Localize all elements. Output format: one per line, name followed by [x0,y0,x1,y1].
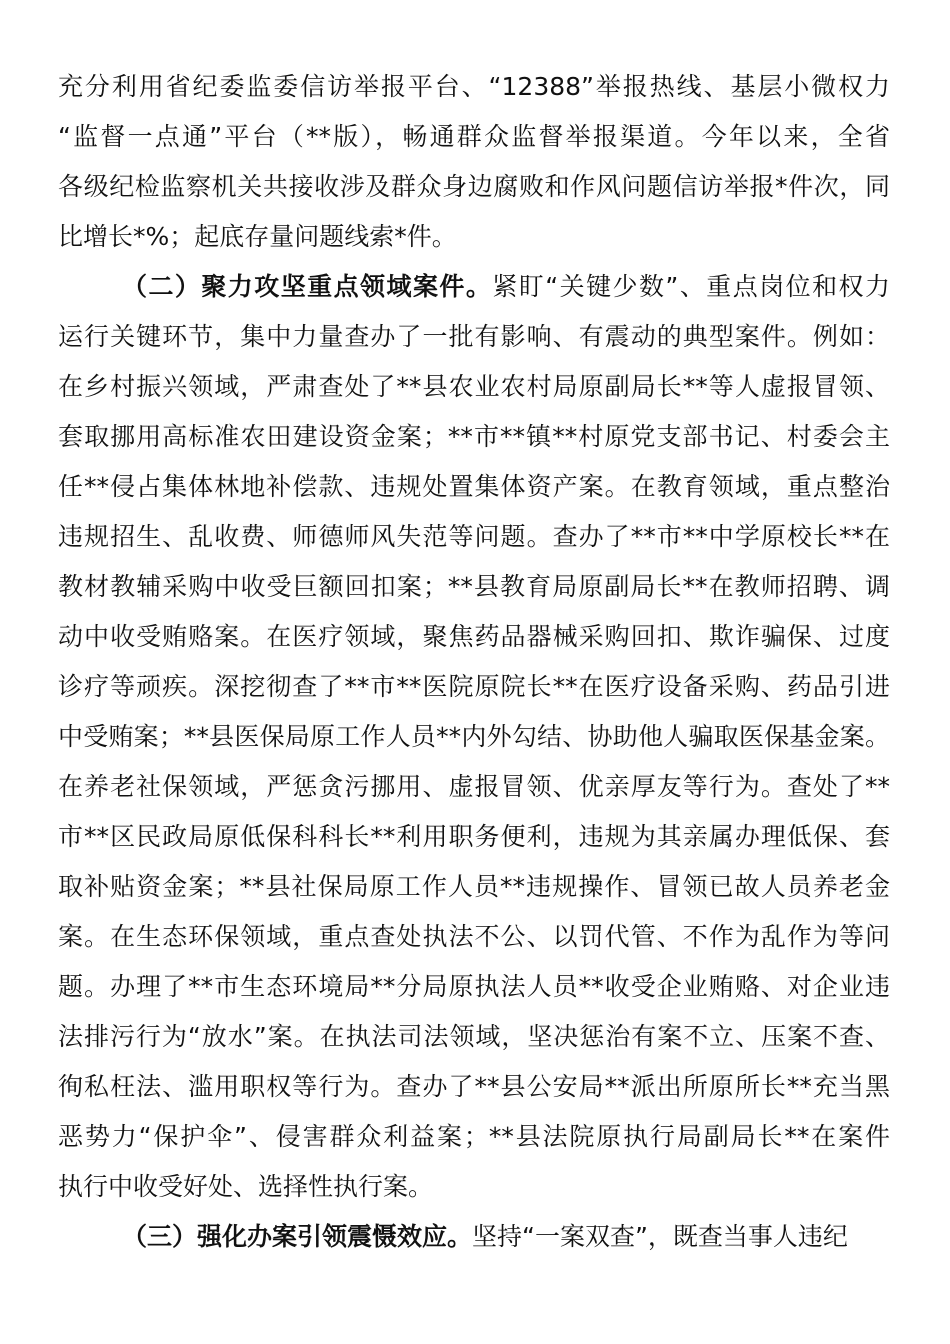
text-line: 案。在生态环保领域，重点查处执法不公、以罚代管、不作为乱作为等问 [58,922,890,951]
paragraph-first-line [58,1212,890,1262]
text-line: 动中收受贿赂案。在医疗领域，聚焦药品器械采购回扣、欺诈骗保、过度 [58,622,890,651]
text-line: 充分利用省纪委监委信访举报平台、“12388”举报热线、基层小微权力 [58,72,890,101]
section-heading: （二）聚力攻坚重点领域案件。 [122,272,493,301]
text-line: 违规招生、乱收费、师德师风失范等问题。查办了**市**中学原校长**在 [58,522,890,551]
section-heading: （三）强化办案引领震慑效应。 [122,1222,473,1251]
text-line: 执行中收受好处、选择性执行案。 [58,1172,434,1201]
text-line: 恶势力“保护伞”、侵害群众利益案；**县法院原执行局副局长**在案件 [58,1122,890,1151]
text-line: 任**侵占集体林地补偿款、违规处置集体资产案。在教育领域，重点整治 [58,472,890,501]
text-line: 在乡村振兴领域，严肃查处了**县农业农村局原副局长**等人虚报冒领、 [58,372,890,401]
text-line: 运行关键环节，集中力量查办了一批有影响、有震动的典型案件。例如： [58,322,890,351]
text-line: 在养老社保领域，严惩贪污挪用、虚报冒领、优亲厚友等行为。查处了** [58,772,890,801]
text-line: 各级纪检监察机关共接收涉及群众身边腐败和作风问题信访举报*件次，同 [58,172,890,201]
text-line: 题。办理了**市生态环境局**分局原执法人员**收受企业贿赂、对企业违 [58,972,890,1001]
text-line: 取补贴资金案；**县社保局原工作人员**违规操作、冒领已故人员养老金 [58,872,890,901]
text-line: 法排污行为“放水”案。在执法司法领域，坚决惩治有案不立、压案不查、 [58,1022,890,1051]
text-line: 中受贿案；**县医保局原工作人员**内外勾结、协助他人骗取医保基金案。 [58,722,890,751]
text-line: 市**区民政局原低保科科长**利用职务便利，违规为其亲属办理低保、套 [58,822,890,851]
text-line: “监督一点通”平台（**版），畅通群众监督举报渠道。今年以来，全省 [58,122,890,151]
document-page [58,62,890,1262]
text-line: 诊疗等顽疾。深挖彻查了**市**医院原院长**在医疗设备采购、药品引进 [58,672,890,701]
text-run: 紧盯“关键少数”、重点岗位和权力 [492,272,890,301]
text-line: 比增长*%；起底存量问题线索*件。 [58,222,457,251]
text-line: 徇私枉法、滥用职权等行为。查办了**县公安局**派出所原所长**充当黑 [58,1072,890,1101]
text-line: 套取挪用高标准农田建设资金案；**市**镇**村原党支部书记、村委会主 [58,422,890,451]
text-line: 教材教辅采购中收受巨额回扣案；**县教育局原副局长**在教师招聘、调 [58,572,890,601]
text-run: 坚持“一案双查”，既查当事人违纪 [472,1222,848,1251]
paragraph-first-line [58,262,890,312]
